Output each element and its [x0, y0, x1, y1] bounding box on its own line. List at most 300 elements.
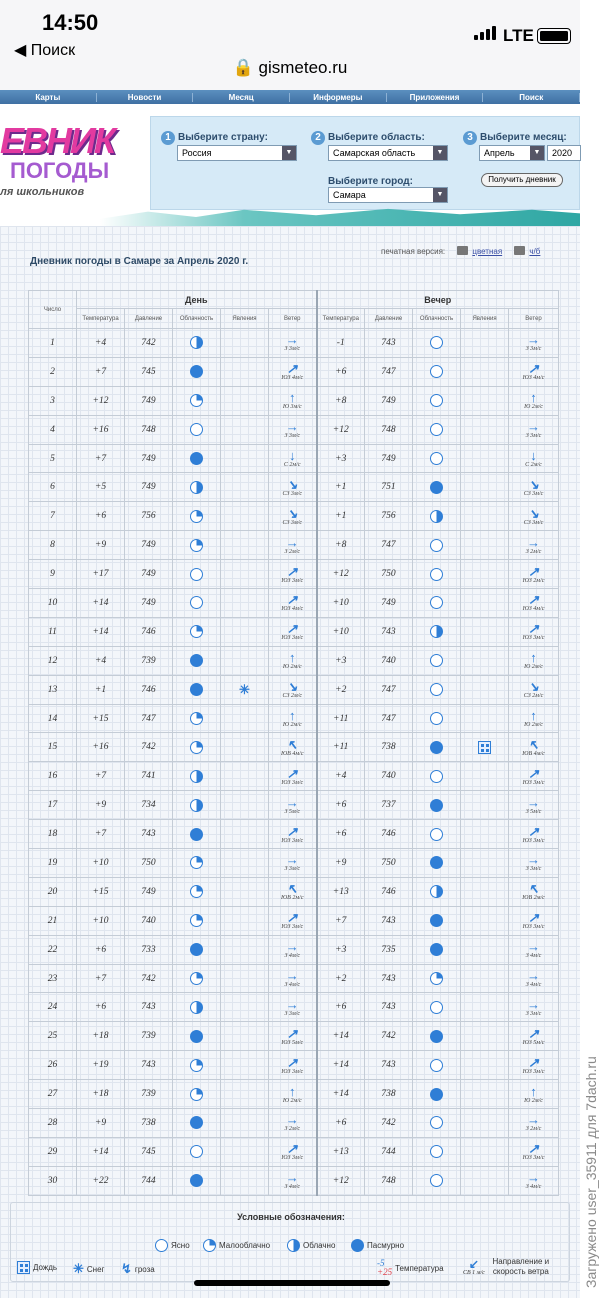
overcast-icon: [430, 799, 443, 812]
day-clouds: [173, 617, 221, 646]
table-row: [29, 675, 559, 704]
table-row: [29, 589, 559, 618]
evening-phenomena: [461, 704, 509, 733]
day-number: 30: [29, 1166, 77, 1195]
wind-speed: СЗ 2м/с: [523, 693, 544, 700]
month-select[interactable]: [479, 145, 545, 161]
nav-maps[interactable]: Карты: [0, 93, 97, 102]
legend-mostly-label: Малооблачно: [219, 1241, 271, 1250]
clear-sky-icon: [430, 770, 443, 783]
day-number: 29: [29, 1137, 77, 1166]
wind-speed: Ю 2м/с: [282, 722, 302, 729]
day-phenomena: [221, 329, 269, 358]
evening-phenomena: [461, 877, 509, 906]
day-number: 20: [29, 877, 77, 906]
evening-pressure: 749: [365, 386, 413, 415]
clear-sky-icon: [430, 712, 443, 725]
wind-arrow-icon: ↖: [528, 736, 539, 752]
day-temp: +5: [77, 473, 125, 502]
col-eve-phenomena: Явления: [461, 309, 509, 329]
wind-arrow-icon: →: [285, 852, 299, 868]
day-clouds: [173, 386, 221, 415]
region-select[interactable]: [328, 145, 448, 161]
wind-speed: Ю 3м/с: [282, 404, 302, 411]
evening-pressure: 746: [365, 877, 413, 906]
evening-clouds: [413, 1109, 461, 1138]
day-clouds: [173, 357, 221, 386]
wind-arrow-icon: ↗: [528, 563, 539, 579]
evening-phenomena: [461, 531, 509, 560]
day-number: 1: [29, 329, 77, 358]
wind-arrow-icon: →: [527, 852, 541, 868]
wind-arrow-icon: ↗: [286, 592, 298, 608]
day-wind: [269, 502, 317, 531]
wind-arrow-icon: →: [527, 419, 541, 435]
evening-phenomena: [461, 357, 509, 386]
day-wind: [269, 531, 317, 560]
overcast-icon: [430, 481, 443, 494]
day-temp: +7: [77, 820, 125, 849]
day-number: 25: [29, 1022, 77, 1051]
legend-snow-label: Снег: [86, 1264, 105, 1274]
day-pressure: 742: [125, 964, 173, 993]
evening-temp: +6: [317, 1109, 365, 1138]
wind-arrow-icon: ↑: [289, 650, 296, 666]
col-day-pressure: Давление: [125, 309, 173, 329]
wind-speed: З 3м/с: [284, 433, 301, 440]
wind-speed: ЮЗ 3м/с: [281, 635, 304, 642]
day-wind: [269, 733, 317, 762]
wind-speed: ЮЗ 3м/с: [522, 1155, 545, 1162]
day-temp: +9: [77, 531, 125, 560]
day-pressure: 741: [125, 762, 173, 791]
day-clouds: [173, 415, 221, 444]
evening-temp: +4: [317, 762, 365, 791]
wind-speed: З 5м/с: [525, 808, 542, 815]
day-clouds: [173, 1051, 221, 1080]
evening-clouds: [413, 386, 461, 415]
snowflake-icon: ✳: [239, 681, 250, 697]
day-temp: +4: [77, 329, 125, 358]
get-diary-button[interactable]: Получить дневник: [481, 173, 563, 187]
day-pressure: 739: [125, 1022, 173, 1051]
day-clouds: [173, 531, 221, 560]
country-value: Россия: [182, 148, 212, 158]
day-number: 6: [29, 473, 77, 502]
evening-clouds: [413, 1166, 461, 1195]
wind-arrow-icon: →: [527, 939, 541, 955]
nav-search[interactable]: Поиск: [483, 93, 580, 102]
wind-arrow-icon: →: [527, 332, 541, 348]
day-clouds: [173, 877, 221, 906]
col-day-phenomena: Явления: [221, 309, 269, 329]
wind-speed: ЮЗ 4м/с: [281, 606, 304, 613]
partly-cloudy-icon: [190, 510, 203, 523]
address-bar[interactable]: [0, 58, 580, 78]
table-row: [29, 357, 559, 386]
back-to-search-link[interactable]: ◀ Поиск: [14, 42, 76, 59]
wind-arrow-icon: →: [527, 996, 541, 1012]
wind-speed: СЗ 2м/с: [282, 693, 303, 700]
day-temp: +18: [77, 1080, 125, 1109]
day-pressure: 734: [125, 791, 173, 820]
clear-sky-icon: [430, 1174, 443, 1187]
clear-sky-icon: [190, 1145, 203, 1158]
evening-temp: +14: [317, 1022, 365, 1051]
cloudy-icon: [190, 799, 203, 812]
evening-temp: +1: [317, 502, 365, 531]
print-color-link[interactable]: цветная: [472, 247, 503, 256]
evening-clouds: [413, 704, 461, 733]
wind-arrow-icon: ↓: [530, 448, 537, 463]
wind-speed: Ю 2м/с: [282, 1097, 302, 1104]
legend-clear: [155, 1239, 190, 1252]
clear-sky-icon: [430, 596, 443, 609]
clear-sky-icon: [430, 365, 443, 378]
home-indicator[interactable]: [194, 1280, 390, 1286]
table-row: [29, 1051, 559, 1080]
print-bw-link[interactable]: ч/б: [529, 247, 541, 256]
day-phenomena: [221, 964, 269, 993]
day-temp: +15: [77, 704, 125, 733]
day-number: 26: [29, 1051, 77, 1080]
nav-news[interactable]: Новости: [97, 93, 194, 102]
day-phenomena: [221, 849, 269, 878]
day-clouds: [173, 329, 221, 358]
nav-apps[interactable]: Приложения: [387, 93, 484, 102]
table-row: [29, 762, 559, 791]
evening-wind: [509, 935, 559, 964]
wind-speed: СЗ 3м/с: [523, 519, 544, 526]
diary-logo[interactable]: [0, 114, 150, 204]
wind-sample: [463, 1256, 485, 1276]
evening-pressure: 740: [365, 646, 413, 675]
day-wind: [269, 386, 317, 415]
evening-pressure: 737: [365, 791, 413, 820]
overcast-icon: [190, 1116, 203, 1129]
wind-arrow-icon: ↗: [286, 1141, 298, 1157]
day-pressure: 743: [125, 820, 173, 849]
wind-speed: ЮЗ 3м/с: [522, 1068, 545, 1075]
evening-pressure: 743: [365, 329, 413, 358]
day-wind: [269, 849, 317, 878]
day-number: 22: [29, 935, 77, 964]
temp-sample: [377, 1259, 392, 1277]
day-pressure: 743: [125, 993, 173, 1022]
wind-speed: З 3м/с: [525, 866, 542, 873]
rain-icon: [478, 741, 491, 754]
day-number: 17: [29, 791, 77, 820]
day-wind: [269, 993, 317, 1022]
overcast-icon: [430, 1030, 443, 1043]
country-label: Выберите страну:: [178, 132, 268, 143]
evening-phenomena: [461, 993, 509, 1022]
evening-temp: +13: [317, 1137, 365, 1166]
legend: [10, 1202, 570, 1282]
wind-speed: Ю 2м/с: [524, 404, 543, 411]
day-clouds: [173, 1137, 221, 1166]
evening-pressure: 747: [365, 675, 413, 704]
wind-speed: Ю 2м/с: [524, 664, 543, 671]
wind-arrow-icon: ↖: [286, 736, 298, 752]
overcast-icon: [430, 856, 443, 869]
selector-panel: [150, 116, 580, 210]
clear-sky-icon: [190, 568, 203, 581]
day-phenomena: [221, 1051, 269, 1080]
day-pressure: 749: [125, 473, 173, 502]
region-selector: [311, 127, 425, 145]
evening-temp: +1: [317, 473, 365, 502]
group-evening: Вечер: [317, 291, 559, 309]
printer-icon: [457, 246, 468, 255]
table-row: [29, 964, 559, 993]
day-pressure: 746: [125, 675, 173, 704]
wind-arrow-icon: ↘: [528, 476, 539, 492]
overcast-icon: [190, 1174, 203, 1187]
evening-wind: [509, 877, 559, 906]
evening-clouds: [413, 791, 461, 820]
day-pressure: 749: [125, 560, 173, 589]
logo-line-2: ПОГОДЫ: [10, 158, 110, 183]
wind-speed: З 2м/с: [525, 548, 542, 555]
day-number: 11: [29, 617, 77, 646]
clear-sky-icon: [155, 1239, 168, 1252]
cloudy-icon: [190, 336, 203, 349]
day-number: 8: [29, 531, 77, 560]
wind-speed: Ю 2м/с: [282, 664, 302, 671]
day-wind: [269, 1022, 317, 1051]
day-wind: [269, 473, 317, 502]
wind-arrow-icon: ↗: [528, 361, 539, 377]
overcast-icon: [430, 1088, 443, 1101]
year-select[interactable]: [547, 145, 581, 161]
partly-cloudy-icon: [203, 1239, 216, 1252]
wind-arrow-icon: →: [285, 1170, 299, 1186]
evening-pressure: 747: [365, 357, 413, 386]
weather-diary-table: [28, 290, 559, 1196]
day-pressure: 744: [125, 1166, 173, 1195]
day-phenomena: [221, 1166, 269, 1195]
region-label: Выберите область:: [328, 132, 425, 143]
evening-temp: +9: [317, 849, 365, 878]
nav-informers[interactable]: Информеры: [290, 93, 387, 102]
cloudy-icon: [430, 510, 443, 523]
wind-speed: ЮВ 2м/с: [280, 895, 304, 902]
legend-overcast-label: Пасмурно: [367, 1241, 405, 1250]
wind-speed: З 4м/с: [284, 1184, 301, 1191]
temp-sample-warm: +25: [377, 1267, 393, 1277]
partly-cloudy-icon: [190, 625, 203, 638]
col-eve-clouds: Облачность: [413, 309, 461, 329]
table-row: [29, 877, 559, 906]
evening-phenomena: [461, 560, 509, 589]
city-select[interactable]: [328, 187, 448, 203]
wind-arrow-icon: →: [527, 794, 541, 810]
day-phenomena: [221, 617, 269, 646]
day-clouds: [173, 646, 221, 675]
month-value: Апрель: [484, 148, 515, 158]
legend-mostly-clear: [203, 1239, 270, 1252]
wind-speed: З 3м/с: [525, 1010, 542, 1017]
evening-phenomena: [461, 1137, 509, 1166]
day-temp: +9: [77, 1109, 125, 1138]
evening-temp: +12: [317, 415, 365, 444]
overcast-icon: [351, 1239, 364, 1252]
wind-arrow-icon: →: [285, 939, 299, 955]
wind-arrow-icon: ↗: [528, 765, 539, 781]
day-pressure: 750: [125, 849, 173, 878]
wind-arrow-icon: ↘: [286, 476, 298, 492]
wind-arrow-icon: ↑: [289, 708, 296, 724]
evening-wind: [509, 820, 559, 849]
evening-pressure: 749: [365, 589, 413, 618]
day-pressure: 738: [125, 1109, 173, 1138]
wind-speed: ЮЗ 3м/с: [522, 924, 545, 931]
day-temp: +18: [77, 1022, 125, 1051]
evening-pressure: 743: [365, 906, 413, 935]
table-row: [29, 531, 559, 560]
wind-speed: СЗ 3м/с: [523, 490, 544, 497]
legend-wind-label: Направление и скорость ветра: [492, 1257, 550, 1276]
day-clouds: [173, 444, 221, 473]
day-pressure: 733: [125, 935, 173, 964]
evening-clouds: [413, 762, 461, 791]
wind-speed: З 3м/с: [284, 346, 301, 353]
wind-speed: ЮЗ 3м/с: [281, 779, 304, 786]
day-phenomena: [221, 675, 269, 704]
chevron-down-icon: ▼: [282, 146, 296, 160]
day-temp: +7: [77, 762, 125, 791]
wind-speed: ЮЗ 3м/с: [281, 924, 304, 931]
evening-pressure: 743: [365, 964, 413, 993]
evening-temp: +11: [317, 733, 365, 762]
evening-pressure: 744: [365, 1137, 413, 1166]
wind-arrow-icon: ↘: [286, 679, 298, 695]
day-wind: [269, 560, 317, 589]
evening-phenomena: [461, 617, 509, 646]
clear-sky-icon: [430, 1145, 443, 1158]
day-wind: [269, 329, 317, 358]
evening-phenomena: [461, 415, 509, 444]
day-phenomena: [221, 733, 269, 762]
wind-arrow-icon: ↗: [286, 910, 298, 926]
wind-arrow-icon: ↗: [528, 621, 539, 637]
evening-wind: [509, 849, 559, 878]
evening-phenomena: [461, 820, 509, 849]
evening-phenomena: [461, 733, 509, 762]
overcast-icon: [190, 452, 203, 465]
evening-temp: +2: [317, 675, 365, 704]
partly-cloudy-icon: [190, 1088, 203, 1101]
day-number: 5: [29, 444, 77, 473]
partly-cloudy-icon: [190, 972, 203, 985]
evening-clouds: [413, 617, 461, 646]
day-number: 19: [29, 849, 77, 878]
wind-arrow-icon: ↘: [286, 505, 298, 521]
legend-temp-label: Температура: [395, 1263, 444, 1273]
evening-wind: [509, 675, 559, 704]
day-phenomena: [221, 357, 269, 386]
table-row: [29, 444, 559, 473]
clear-sky-icon: [430, 568, 443, 581]
day-temp: +1: [77, 675, 125, 704]
evening-temp: +2: [317, 964, 365, 993]
day-wind: [269, 1051, 317, 1080]
evening-pressure: 756: [365, 502, 413, 531]
legend-rain-label: Дождь: [33, 1263, 58, 1272]
evening-clouds: [413, 993, 461, 1022]
evening-temp: +6: [317, 357, 365, 386]
wind-arrow-icon: ↘: [528, 679, 539, 695]
country-select[interactable]: [177, 145, 297, 161]
evening-wind: [509, 1022, 559, 1051]
day-number: 21: [29, 906, 77, 935]
battery-icon: [537, 28, 571, 44]
legend-storm-label: гроза: [134, 1264, 155, 1274]
evening-temp: +6: [317, 820, 365, 849]
day-wind: [269, 1109, 317, 1138]
wind-speed: З 4м/с: [525, 1184, 542, 1191]
top-nav: [0, 90, 580, 104]
partly-cloudy-icon: [430, 972, 443, 985]
status-time: 14:50: [42, 10, 99, 35]
day-clouds: [173, 1166, 221, 1195]
printer-icon: [514, 246, 525, 255]
day-clouds: [173, 1022, 221, 1051]
day-temp: +16: [77, 733, 125, 762]
wind-arrow-icon: ↙: [468, 1256, 479, 1271]
nav-month[interactable]: Месяц: [193, 93, 290, 102]
evening-temp: -1: [317, 329, 365, 358]
evening-clouds: [413, 906, 461, 935]
day-clouds: [173, 675, 221, 704]
legend-snow: [73, 1261, 104, 1277]
col-day-wind: Ветер: [269, 309, 317, 329]
table-row: [29, 935, 559, 964]
wind-arrow-icon: →: [285, 996, 299, 1012]
evening-temp: +14: [317, 1051, 365, 1080]
page-title: Дневник погоды в Самаре за Апрель 2020 г.: [30, 256, 249, 267]
day-clouds: [173, 560, 221, 589]
wind-arrow-icon: →: [285, 534, 299, 550]
region-value: Самарская область: [333, 148, 416, 158]
clear-sky-icon: [430, 336, 443, 349]
evening-phenomena: [461, 849, 509, 878]
day-pressure: 749: [125, 444, 173, 473]
evening-pressure: 743: [365, 1051, 413, 1080]
evening-temp: +11: [317, 704, 365, 733]
legend-clear-label: Ясно: [171, 1241, 190, 1250]
print-links: [381, 246, 540, 256]
evening-clouds: [413, 531, 461, 560]
legend-cloudy: [287, 1239, 335, 1252]
day-wind: [269, 646, 317, 675]
day-phenomena: [221, 1022, 269, 1051]
wind-arrow-icon: ↑: [530, 650, 537, 666]
day-wind: [269, 762, 317, 791]
overcast-icon: [430, 943, 443, 956]
month-selector: [463, 127, 567, 145]
evening-temp: +12: [317, 560, 365, 589]
lock-icon: 🔒: [232, 58, 254, 77]
day-temp: +6: [77, 935, 125, 964]
wind-arrow-icon: →: [527, 968, 541, 984]
evening-wind: [509, 733, 559, 762]
evening-pressure: 746: [365, 820, 413, 849]
logo-line-1: ЕВНИК: [0, 120, 115, 161]
evening-phenomena: [461, 1022, 509, 1051]
day-number: 2: [29, 357, 77, 386]
